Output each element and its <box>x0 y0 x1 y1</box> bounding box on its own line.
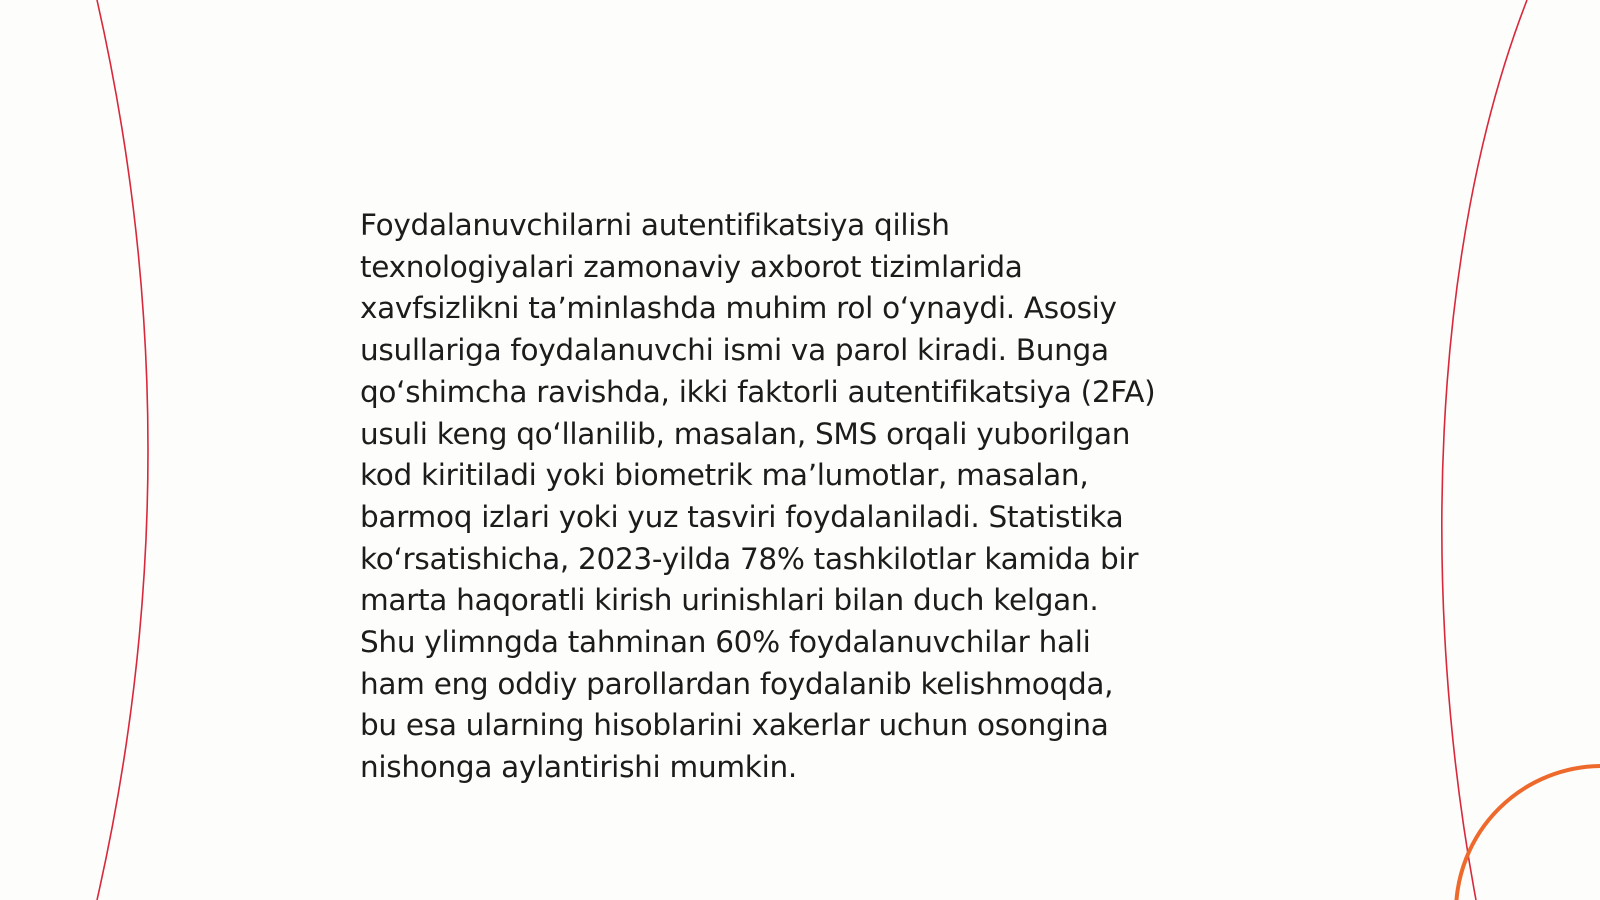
paragraph-line: bu esa ularning hisoblarini xakerlar uchun osongina <box>360 708 1109 743</box>
paragraph-line: usullariga foydalanuvchi ismi va parol kiradi. Bunga <box>360 333 1109 368</box>
paragraph-line: kod kiritiladi yoki biometrik ma’lumotlar, masalan, <box>360 458 1089 493</box>
paragraph-line: nishonga aylantirishi mumkin. <box>360 750 797 785</box>
paragraph-line: qo‘shimcha ravishda, ikki faktorli autentifikatsiya (2FA) <box>360 374 1156 409</box>
paragraph-line: usuli keng qo‘llanilib, masalan, SMS orqali yuborilgan <box>360 416 1131 451</box>
paragraph-line: texnologiyalari zamonaviy axborot tizimlarida <box>360 249 1023 284</box>
left-curve-line <box>97 0 148 900</box>
body-paragraph <box>360 205 1260 789</box>
paragraph-line: barmoq izlari yoki yuz tasviri foydalaniladi. Statistika <box>360 499 1124 534</box>
orange-arc <box>1456 766 1600 900</box>
paragraph-line: xavfsizlikni ta’minlashda muhim rol o‘ynaydi. Asosiy <box>360 291 1117 326</box>
paragraph-line: Foydalanuvchilarni autentifikatsiya qilish <box>360 208 950 242</box>
paragraph-line: ko‘rsatishicha, 2023-yilda 78% tashkilotlar kamida bir <box>360 541 1139 576</box>
paragraph-line: Shu ylimngda tahminan 60% foydalanuvchilar hali <box>360 625 1091 660</box>
paragraph-line: marta haqoratli kirish urinishlari bilan duch kelgan. <box>360 583 1099 618</box>
paragraph-line: ham eng oddiy parollardan foydalanib kelishmoqda, <box>360 666 1114 701</box>
right-curve-line <box>1442 0 1527 900</box>
